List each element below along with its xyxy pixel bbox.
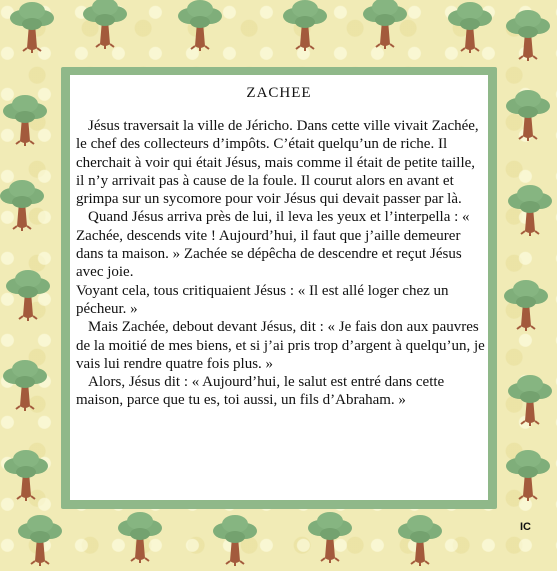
story-paragraph-1: Jésus traversait la ville de Jéricho. Dans cette ville vivait Zachée, le chef des collecteurs d’impôts. C’était quelqu’un de riche. Il cherchait à voir qui était Jésus, mais comme il était de petite taille, il n’y arrivait pas à cause de la foule. Il courut alors en avant et grimpa sur un sycomore pour voir Jésus qui devait passer par là. xyxy=(76,118,479,208)
story-paragraph-3: Voyant cela, tous critiquaient Jésus : « Il est allé loger chez un pécheur. » xyxy=(76,282,449,317)
story-paragraph-4: Mais Zachée, debout devant Jésus, dit : « Je fais don aux pauvres de la moitié de mes biens, et si j’ai pris trop d’argent à quelqu’un, je vais lui rendre quatre fois plus. » xyxy=(76,319,485,372)
story-paragraph-2: Quand Jésus arriva près de lui, il leva les yeux et l’interpella : « Zachée, descends vite ! Aujourd’hui, il faut que j’aille demeurer dans ta maison. » Zachée se dépêcha de descendre et reçut Jésus avec joie. xyxy=(76,209,470,281)
story-text xyxy=(76,117,486,410)
story-paragraph-5: Alors, Jésus dit : « Aujourd’hui, le salut est entré dans cette maison, parce que tu es, toi aussi, un fils d’Abraham. » xyxy=(76,374,445,409)
story-title: ZACHEE xyxy=(246,85,312,101)
author-initials: IC xyxy=(520,521,531,533)
